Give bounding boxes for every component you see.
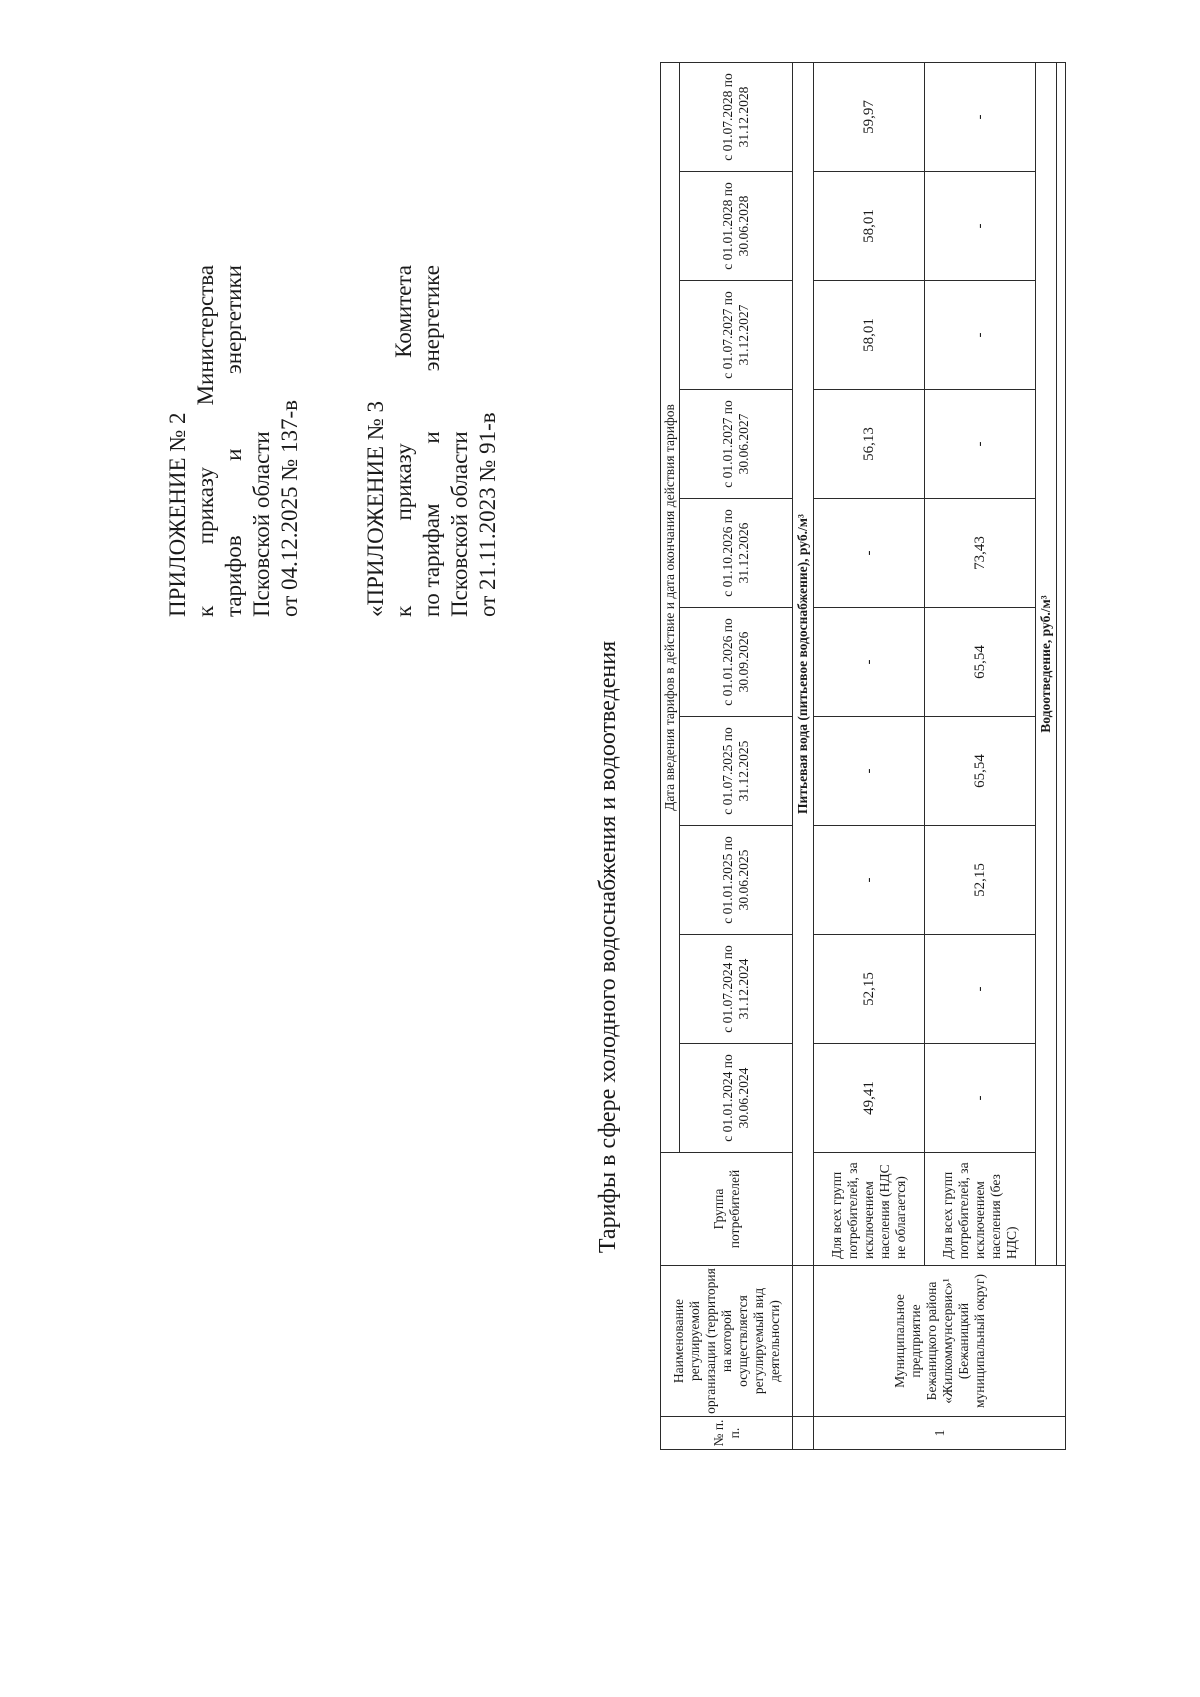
appendix-line [362, 265, 390, 617]
tariff-value: 65,54 [925, 717, 1036, 826]
section-sewerage: Водоотведение, руб./м³ [1036, 63, 1057, 1266]
tariff-value: 56,13 [814, 390, 925, 499]
tariff-value: 49,41 [814, 1044, 925, 1153]
tariff-value: - [925, 63, 1036, 172]
header-dates: Дата введения тарифов в действие и дата окончания действия тарифов [661, 63, 680, 1153]
appendix-line [192, 265, 220, 617]
appendix-word: Псковской области [249, 431, 274, 617]
appendix-word: и [221, 448, 246, 461]
period-header: с 01.01.2028 по 30.06.2028 [680, 172, 793, 281]
tariff-value: 52,15 [814, 935, 925, 1044]
appendix-line [474, 265, 502, 617]
appendix-line [220, 265, 248, 617]
tariff-value: 58,01 [814, 281, 925, 390]
period-header: с 01.01.2025 по 30.06.2025 [680, 826, 793, 935]
appendix-line [390, 265, 418, 617]
appendix-word: тарифов [221, 535, 246, 617]
appendix-word: приказу [193, 466, 218, 545]
row-number: 1 [814, 1417, 1066, 1450]
header-organization: Наименование регулируемой организации (территория на которой осуществляется регулируемый вид деятельности) [661, 1266, 793, 1417]
period-header: с 01.10.2026 по 31.12.2026 [680, 499, 793, 608]
organization-name: Муниципальное предприятие Бежаницкого района «Жилкоммунсервис»¹ (Бежаницкий муниципальный округ) [814, 1266, 1066, 1417]
empty-row [1057, 63, 1066, 1266]
section-drinking-water: Питьевая вода (питьевое водоснабжение), руб./м³ [793, 63, 814, 1266]
period-header: с 01.07.2027 по 31.12.2027 [680, 281, 793, 390]
period-header: с 01.01.2024 по 30.06.2024 [680, 1044, 793, 1153]
appendix-line [276, 265, 304, 617]
appendix-word: энергетике [419, 265, 444, 372]
tariff-value: 65,54 [925, 608, 1036, 717]
appendix-word: «ПРИЛОЖЕНИЕ № 3 [363, 400, 388, 617]
period-header: с 01.07.2025 по 31.12.2025 [680, 717, 793, 826]
appendix-block-main [164, 265, 304, 617]
consumer-group: Для всех групп потребителей, за исключением населения (НДС не облагается) [814, 1153, 925, 1266]
header-consumer-group: Группа потребителей [661, 1153, 793, 1266]
tariff-value: - [925, 935, 1036, 1044]
appendix-word: по тарифам [419, 503, 444, 617]
appendix-line [446, 265, 474, 617]
document-title: Тарифы в сфере холодного водоснабжения и водоотведения [595, 640, 621, 1254]
empty-cell [793, 1266, 814, 1417]
tariff-value: - [814, 717, 925, 826]
appendix-word: ПРИЛОЖЕНИЕ № 2 [165, 412, 190, 617]
tariff-value: - [814, 826, 925, 935]
tariff-table [660, 62, 1066, 1450]
tariff-value: - [814, 608, 925, 717]
empty-cell [793, 1417, 814, 1450]
tariff-value: - [925, 390, 1036, 499]
appendix-word: энергетики [221, 265, 246, 375]
appendix-word: от 04.12.2025 № 137-в [277, 400, 302, 617]
tariff-value: - [814, 499, 925, 608]
appendix-word: от 21.11.2023 № 91-в [475, 412, 500, 617]
tariff-value: - [925, 172, 1036, 281]
table-row [925, 63, 1036, 1450]
header-num: № п. п. [661, 1417, 793, 1450]
appendix-line [164, 265, 192, 617]
tariff-value: 59,97 [814, 63, 925, 172]
period-header: с 01.01.2026 по 30.09.2026 [680, 608, 793, 717]
appendix-word: и [419, 431, 444, 444]
tariff-value: 58,01 [814, 172, 925, 281]
appendix-line [418, 265, 446, 617]
appendix-line [248, 265, 276, 617]
period-header: с 01.07.2024 по 31.12.2024 [680, 935, 793, 1044]
appendix-word: к [391, 605, 416, 617]
period-header: с 01.01.2027 по 30.06.2027 [680, 390, 793, 499]
tariff-value: - [925, 281, 1036, 390]
consumer-group: Для всех групп потребителей, за исключением населения (без НДС) [925, 1153, 1036, 1266]
appendix-word: к [193, 605, 218, 617]
appendix-word: Псковской области [447, 431, 472, 617]
tariff-value: - [925, 1044, 1036, 1153]
table-row [814, 63, 925, 1450]
appendix-word: Министерства [193, 265, 218, 406]
period-header: с 01.07.2028 по 31.12.2028 [680, 63, 793, 172]
appendix-word: Комитета [391, 265, 416, 358]
tariff-value: 52,15 [925, 826, 1036, 935]
appendix-word: приказу [391, 443, 416, 521]
appendix-block-previous [362, 265, 502, 617]
tariff-value: 73,43 [925, 499, 1036, 608]
